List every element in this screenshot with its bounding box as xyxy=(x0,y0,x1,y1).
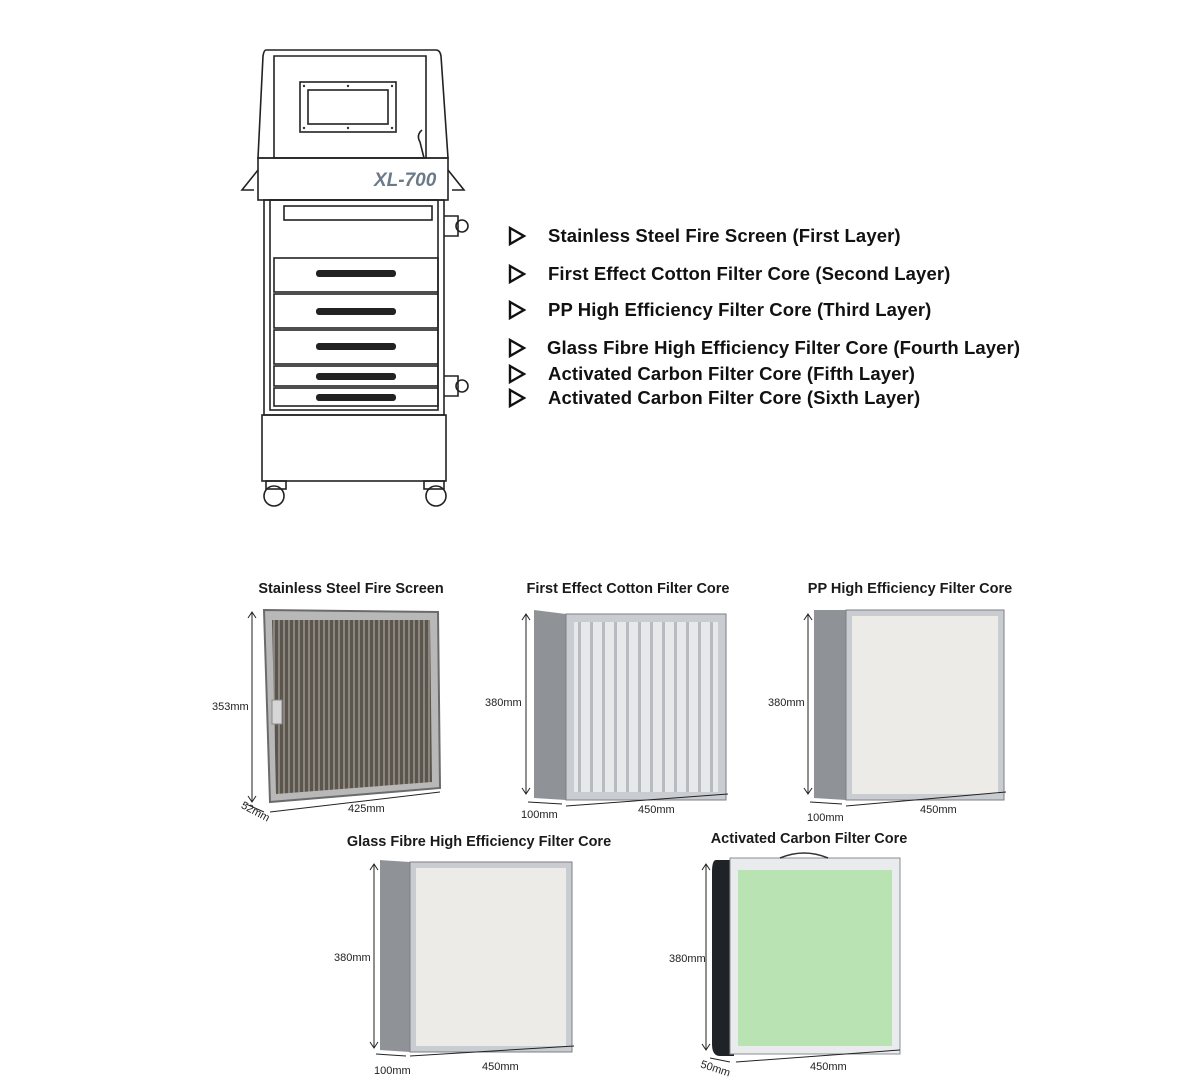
triangle-outline-icon xyxy=(506,225,528,247)
filter-title: Stainless Steel Fire Screen xyxy=(258,581,444,597)
model-label: XL-700 xyxy=(374,170,437,191)
depth-dimension: 50mm xyxy=(698,1058,732,1080)
glass-fibre-filter-core-image xyxy=(368,856,580,1062)
layer-item-3 xyxy=(506,298,931,322)
width-dimension: 425mm xyxy=(348,803,385,815)
filter-title: First Effect Cotton Filter Core xyxy=(526,581,730,597)
depth-dimension: 100mm xyxy=(521,809,558,821)
depth-dimension: 100mm xyxy=(807,812,844,824)
layer-label: Activated Carbon Filter Core (Fifth Layer) xyxy=(548,363,916,384)
layer-item-5 xyxy=(506,362,915,386)
layer-label: First Effect Cotton Filter Core (Second Layer) xyxy=(548,263,951,284)
height-dimension: 380mm xyxy=(768,697,805,709)
layer-label: Stainless Steel Fire Screen (First Layer) xyxy=(548,225,901,246)
triangle-outline-icon xyxy=(506,263,528,285)
triangle-outline-icon xyxy=(506,299,528,321)
filter-title: Activated Carbon Filter Core xyxy=(710,831,908,847)
width-dimension: 450mm xyxy=(810,1061,847,1073)
triangle-outline-icon xyxy=(506,337,528,359)
triangle-outline-icon xyxy=(506,363,528,385)
height-dimension: 380mm xyxy=(669,953,706,965)
width-dimension: 450mm xyxy=(638,804,675,816)
triangle-outline-icon xyxy=(506,387,528,409)
activated-carbon-filter-core-image xyxy=(694,852,908,1068)
layer-item-2 xyxy=(506,262,950,286)
pp-filter-core-image xyxy=(800,604,1012,818)
filter-title: PP High Efficiency Filter Core xyxy=(807,581,1013,597)
cotton-filter-core-image xyxy=(518,604,736,818)
layer-label: PP High Efficiency Filter Core (Third Layer) xyxy=(548,299,932,320)
height-dimension: 353mm xyxy=(212,701,249,713)
stainless-steel-fire-screen-image xyxy=(208,602,456,832)
layer-item-1 xyxy=(506,224,901,248)
filter-title: Glass Fibre High Efficiency Filter Core xyxy=(346,834,612,850)
depth-dimension: 52mm xyxy=(238,799,272,825)
height-dimension: 380mm xyxy=(485,697,522,709)
layer-label: Activated Carbon Filter Core (Sixth Layer) xyxy=(548,387,921,408)
width-dimension: 450mm xyxy=(482,1061,519,1073)
width-dimension: 450mm xyxy=(920,804,957,816)
machine-illustration xyxy=(236,40,476,520)
layer-label: Glass Fibre High Efficiency Filter Core (Fourth Layer) xyxy=(547,337,1021,358)
depth-dimension: 100mm xyxy=(374,1065,411,1077)
fume-extractor-drawing xyxy=(236,40,476,520)
layer-item-4 xyxy=(506,336,1020,360)
filter-layer-list xyxy=(506,222,1066,422)
layer-item-6 xyxy=(506,386,920,410)
height-dimension: 380mm xyxy=(334,952,371,964)
